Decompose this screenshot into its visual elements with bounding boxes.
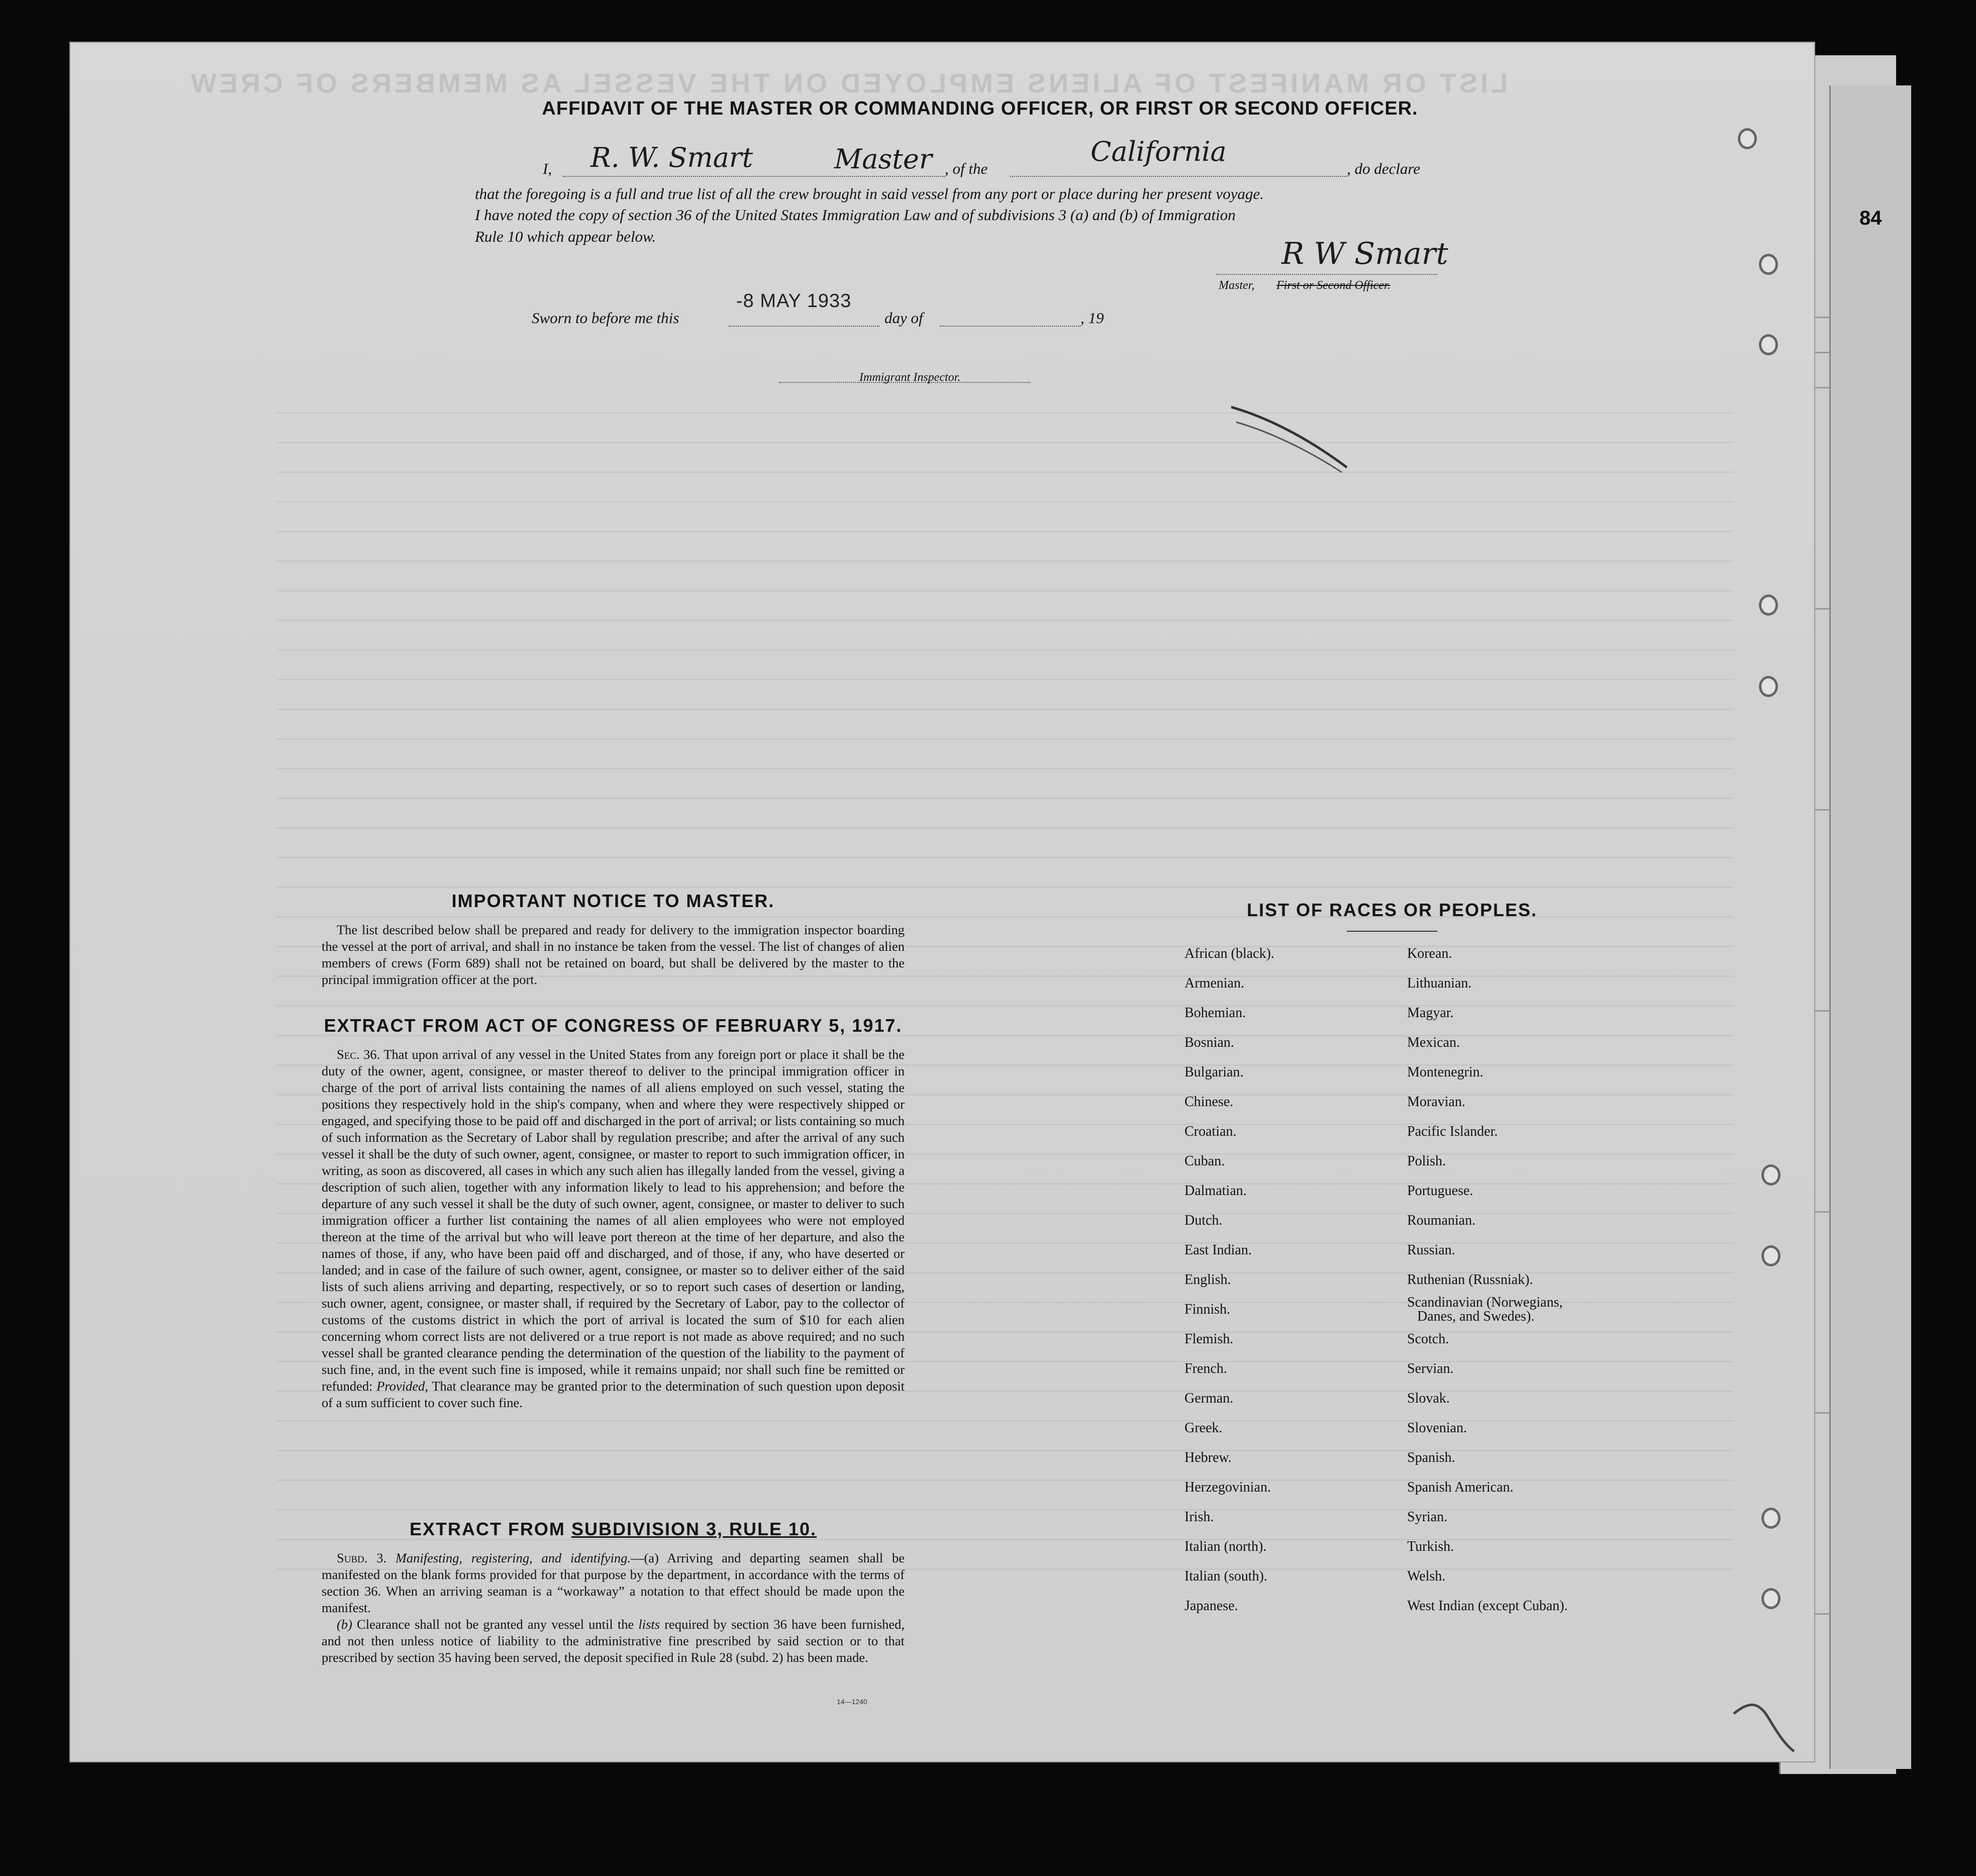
race-item: German.: [1184, 1391, 1234, 1406]
race-item: English.: [1184, 1272, 1231, 1288]
bleed-through-rows: [276, 412, 1734, 1668]
subd-3-label: Subd. 3.: [337, 1550, 387, 1565]
race-item: Italian (south).: [1184, 1568, 1267, 1584]
race-item: Greek.: [1184, 1420, 1223, 1436]
sworn-label: Sworn to before me this: [532, 309, 679, 327]
para-a-text: —(a) Arriving and departing seamen shall be manifested on the blank forms provided for that purpose by the department, in accordance with the terms of section 36. When an arriving seaman is a “workaway” a notation to that effect should be made upon the manifest.: [322, 1550, 905, 1615]
race-item: Spanish.: [1407, 1450, 1455, 1465]
bleed-through-heading: LIST OR MANIFEST OF ALIENS EMPLOYED ON THE VESSEL AS MEMBERS OF CREW: [187, 68, 1508, 98]
race-item: Russian.: [1407, 1242, 1455, 1258]
race-item: Bosnian.: [1184, 1035, 1234, 1050]
punch-hole: [1759, 334, 1778, 355]
race-item: Mexican.: [1407, 1035, 1460, 1050]
race-item: Flemish.: [1184, 1331, 1234, 1347]
race-item: Ruthenian (Russniak).: [1407, 1272, 1533, 1288]
month-blank: [940, 326, 1080, 327]
race-item: Finnish.: [1184, 1302, 1231, 1317]
race-item: Pacific Islander.: [1407, 1124, 1498, 1139]
form-number: 14—1240: [837, 1698, 867, 1706]
notice-text-block: [322, 922, 905, 988]
day-of-label: day of: [884, 309, 923, 327]
race-item: Croatian.: [1184, 1124, 1237, 1139]
race-item: African (black).: [1184, 946, 1274, 961]
race-item: Scandinavian (Norwegians,: [1407, 1295, 1563, 1310]
race-item: Hebrew.: [1184, 1450, 1232, 1465]
race-item: Dutch.: [1184, 1213, 1223, 1228]
race-item: Italian (north).: [1184, 1539, 1267, 1554]
race-item: Welsh.: [1407, 1568, 1446, 1584]
races-heading: LIST OF RACES OR PEOPLES.: [1246, 900, 1538, 920]
rule-extract-heading: [322, 1519, 905, 1540]
punch-hole: [1761, 1508, 1781, 1529]
para-b-label: (b): [337, 1617, 352, 1632]
name-blank: [563, 176, 945, 177]
race-item: West Indian (except Cuban).: [1407, 1598, 1568, 1614]
race-item: French.: [1184, 1361, 1227, 1376]
para-b-rest: required by section 36 have been furnished, and not then unless notice of liability to the administrative fine prescribed by said section or to that prescribed by section 35 having been served, the deposit specified in Rule 28 (subd. 2) has been made.: [322, 1617, 905, 1665]
race-item: Moravian.: [1407, 1094, 1465, 1110]
notice-text: The list described below shall be prepared and ready for delivery to the immigration inspector boarding the vessel at the port of arrival, and shall in no instance be taken from the vessel. The list of changes of alien members of crews (Form 689) shall not be retained on board, but shall be delivered by the master to the principal immigration officer at the port.: [322, 922, 905, 987]
race-item: Montenegrin.: [1407, 1064, 1484, 1080]
signature-caption-master: Master,: [1219, 279, 1255, 292]
affidavit-line-4: Rule 10 which appear below.: [475, 228, 656, 245]
para-b-lists: lists: [638, 1617, 660, 1632]
race-item: Spanish American.: [1407, 1479, 1514, 1495]
sec-36-text: That upon arrival of any vessel in the United States from any foreign port or place it shall be the duty of the owner, agent, consignee, or master thereof to deliver to the principal immigration officer in charge of the port of arrival lists containing the names of all aliens employed on such vessel, stating the positions they respectively hold in the ship's company, when and where they were respectively shipped or engaged, and specifying those to be paid off and discharged in the port of arrival; or lists containing so much of such information as the Secretary of Labor shall by regulation prescribe; and after the arrival of any such vessel it shall be the duty of such owner, agent, consignee, or master to report to such immigration officer, in writing, as soon as discovered, all cases in which any such alien has illegally landed from the vessel, giving a description of such alien, together with any information likely to lead to his apprehension; and before the departure of any such vessel it shall be the duty of such owner, agent, consignee, or master to deliver to such immigration officer a further list containing the names of all alien employees who were not employed thereon at the time of the arrival but who will leave port thereon at the time of her departure, and also the names of those, if any, who have been paid off and discharged, and of those, if any, who have deserted or landed; and in case of the failure of such owner, agent, consignee, or master so to deliver either of the said lists of such aliens arriving and departing, respectively, or so to report such cases of desertion or landing, such owner, agent, consignee, or master shall, if required by the Secretary of Labor, pay to the collector of customs of the customs district in which the port of arrival is located the sum of $10 for each alien concerning whom correct lists are not delivered or a true report is not made as above required; and no such vessel shall be granted clearance pending the determination of the question of the liability to the payment of such fine, and, in the event such fine is imposed, while it remains unpaid; nor shall such fine be remitted or refunded:: [322, 1047, 905, 1394]
punch-hole: [1759, 254, 1778, 275]
rule-extract-text-block: [322, 1550, 905, 1666]
date-stamp: -8 MAY 1933: [736, 290, 852, 312]
pen-stroke-mark: [1226, 397, 1357, 477]
race-item: Roumanian.: [1407, 1213, 1476, 1228]
handwritten-title: Master: [834, 143, 932, 175]
vessel-blank: [1010, 176, 1347, 177]
race-item: Bohemian.: [1184, 1005, 1246, 1021]
handwritten-name: R. W. Smart: [590, 142, 753, 173]
affidavit-i-label: I,: [543, 160, 552, 177]
race-item: Herzegovinian.: [1184, 1479, 1271, 1495]
affidavit-line-3: I have noted the copy of section 36 of the United States Immigration Law and of subdivisions 3 (a) and (b) of Immigration: [475, 206, 1236, 224]
day-blank: [729, 326, 879, 327]
affidavit-line-2: that the foregoing is a full and true list of all the crew brought in said vessel from any port or place during her present voyage.: [475, 185, 1264, 203]
race-item: Bulgarian.: [1184, 1064, 1244, 1080]
punch-hole: [1761, 1164, 1781, 1186]
race-item: Portuguese.: [1407, 1183, 1473, 1199]
race-item: Cuban.: [1184, 1153, 1225, 1169]
punch-hole: [1738, 128, 1757, 149]
signature-blank: [1216, 274, 1437, 275]
rule-heading-underlined: SUBDIVISION 3, RULE 10.: [571, 1519, 817, 1539]
handwritten-vessel-name: California: [1091, 136, 1227, 167]
race-item: Armenian.: [1184, 975, 1244, 991]
race-item: Irish.: [1184, 1509, 1214, 1525]
rule-heading-prefix: EXTRACT FROM: [409, 1519, 565, 1539]
corner-check-mark: [1729, 1699, 1799, 1754]
punch-hole: [1761, 1245, 1781, 1266]
race-item: Polish.: [1407, 1153, 1446, 1169]
race-item: Magyar.: [1407, 1005, 1454, 1021]
punch-hole: [1759, 595, 1778, 616]
immigrant-inspector-label: Immigrant Inspector.: [859, 371, 961, 384]
para-b-text: Clearance shall not be granted any vessel until the: [357, 1617, 634, 1632]
race-item: Dalmatian.: [1184, 1183, 1247, 1199]
race-item: Turkish.: [1407, 1539, 1454, 1554]
race-item: Scotch.: [1407, 1331, 1449, 1347]
sec-36-text-end: That clearance may be granted prior to the determination of such question upon deposit of a sum sufficient to cover such fine.: [322, 1378, 905, 1410]
race-item: Chinese.: [1184, 1094, 1234, 1110]
act-extract-text-block: [322, 1046, 905, 1411]
punch-hole: [1759, 676, 1778, 697]
race-item: Lithuanian.: [1407, 975, 1472, 991]
race-item: Slovenian.: [1407, 1420, 1467, 1436]
do-declare-label: , do declare: [1347, 160, 1421, 177]
race-item: Slovak.: [1407, 1391, 1450, 1406]
sec-36-label: Sec. 36.: [337, 1047, 380, 1062]
affidavit-title: AFFIDAVIT OF THE MASTER OR COMMANDING OFFICER, OR FIRST OR SECOND OFFICER.: [542, 98, 1418, 119]
races-heading-rule: [1347, 931, 1437, 932]
subd-3-title: Manifesting, registering, and identifying.: [395, 1550, 631, 1565]
underlying-manifest-page-edge: [1829, 85, 1911, 1769]
punch-hole: [1761, 1588, 1781, 1609]
race-item: Korean.: [1407, 946, 1452, 961]
master-signature: R W Smart: [1281, 236, 1448, 271]
of-the-label: , of the: [945, 160, 988, 177]
race-item: Danes, and Swedes).: [1417, 1309, 1535, 1324]
notice-heading: IMPORTANT NOTICE TO MASTER.: [451, 891, 775, 911]
race-item: Servian.: [1407, 1361, 1454, 1376]
race-item: East Indian.: [1184, 1242, 1252, 1258]
act-extract-heading: EXTRACT FROM ACT OF CONGRESS OF FEBRUARY 5, 1917.: [324, 1015, 903, 1036]
race-item: Syrian.: [1407, 1509, 1448, 1525]
provided-label: Provided,: [376, 1378, 429, 1394]
race-item: Japanese.: [1184, 1598, 1238, 1614]
signature-caption-struck: First or Second Officer.: [1276, 279, 1391, 292]
page-number: 84: [1859, 207, 1882, 229]
year-label: , 19: [1080, 309, 1104, 327]
